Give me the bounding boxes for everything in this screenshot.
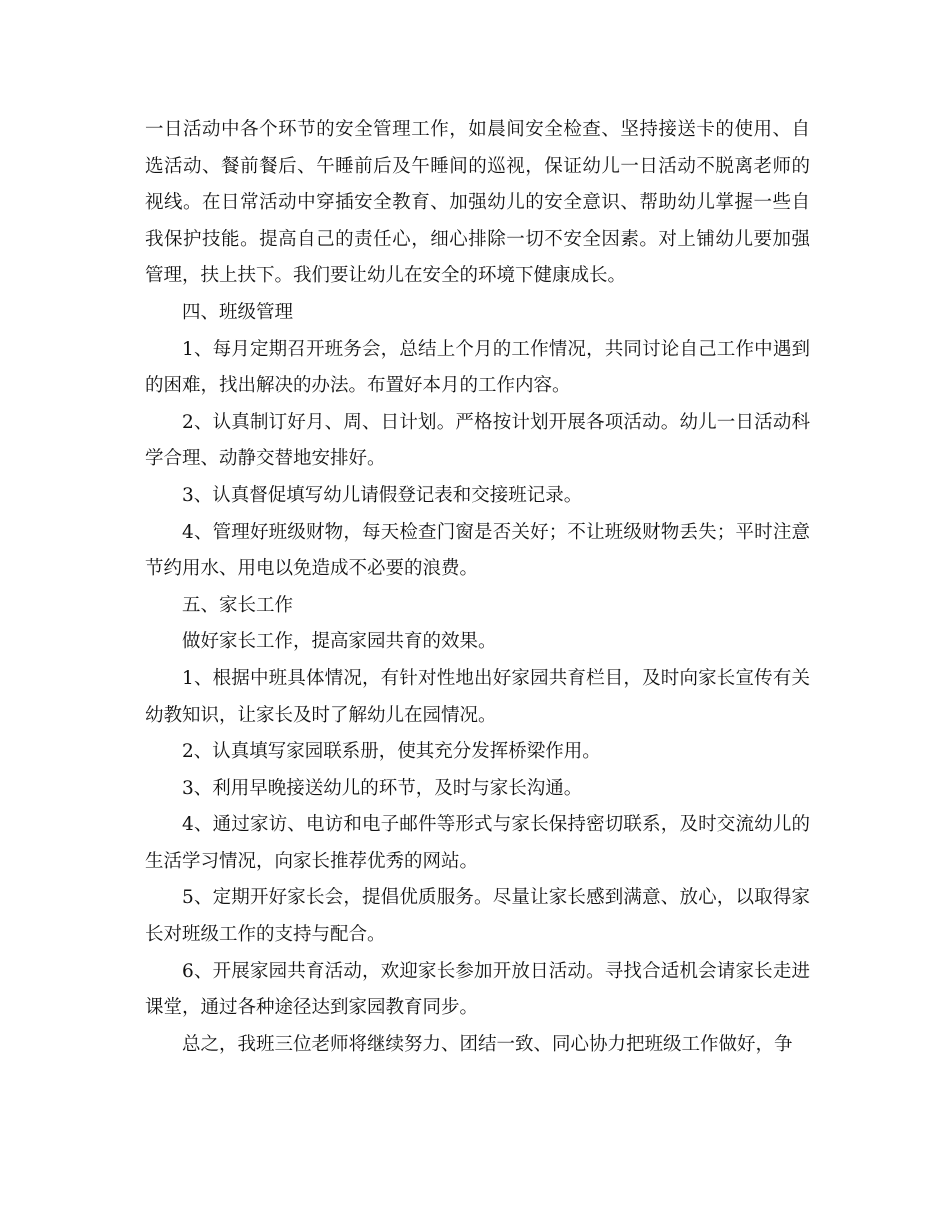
paragraph-parent-item-4: 4、通过家访、电访和电子邮件等形式与家长保持密切联系，及时交流幼儿的生活学习情况，向家长推荐优秀的网站。 — [145, 814, 810, 872]
paragraph-class-item-1: 1、每月定期召开班务会，总结上个月的工作情况，共同讨论自己工作中遇到的困难，找出解决的办法。布置好本月的工作内容。 — [145, 338, 810, 397]
heading-parent-work: 五、家长工作 — [182, 594, 294, 616]
paragraph-class-item-4: 4、管理好班级财物，每天检查门窗是否关好；不让班级财物丢失；平时注意节约用水、用电以免造成不必要的浪费。 — [145, 521, 810, 580]
paragraph-parent-item-2: 2、认真填写家园联系册，使其充分发挥桥梁作用。 — [182, 741, 601, 763]
paragraph-class-item-3: 3、认真督促填写幼儿请假登记表和交接班记录。 — [182, 484, 583, 506]
paragraph-parent-item-5: 5、定期开好家长会，提倡优质服务。尽量让家长感到满意、放心，以取得家长对班级工作的支持与配合。 — [145, 887, 810, 946]
paragraph-parent-item-6: 6、开展家园共育活动，欢迎家长参加开放日活动。寻找合适机会请家长走进课堂，通过各种途径达到家园教育同步。 — [145, 960, 810, 1019]
paragraph-conclusion: 总之，我班三位老师将继续努力、团结一致、同心协力把班级工作做好，争 — [182, 1033, 793, 1055]
paragraph-class-item-2: 2、认真制订好月、周、日计划。严格按计划开展各项活动。幼儿一日活动科学合理、动静交替地安排好。 — [145, 411, 810, 470]
paragraph-parent-item-3: 3、利用早晚接送幼儿的环节，及时与家长沟通。 — [182, 777, 583, 799]
document-body — [145, 112, 810, 1063]
paragraph-safety-management: 一日活动中各个环节的安全管理工作，如晨间安全检查、坚持接送卡的使用、自选活动、餐前餐后、午睡前后及午睡间的巡视，保证幼儿一日活动不脱离老师的视线。在日常活动中穿插安全教育、加强幼儿的安全意识、帮助幼儿掌握一些自我保护技能。提高自己的责任心，细心排除一切不安全因素。对上铺幼儿要加强管理，扶上扶下。我们要让幼儿在安全的环境下健康成长。 — [145, 119, 810, 287]
paragraph-parent-intro: 做好家长工作，提高家园共育的效果。 — [182, 631, 497, 653]
paragraph-parent-item-1: 1、根据中班具体情况，有针对性地出好家园共育栏目，及时向家长宣传有关幼教知识，让家长及时了解幼儿在园情况。 — [145, 667, 810, 726]
heading-class-management: 四、班级管理 — [182, 301, 294, 323]
